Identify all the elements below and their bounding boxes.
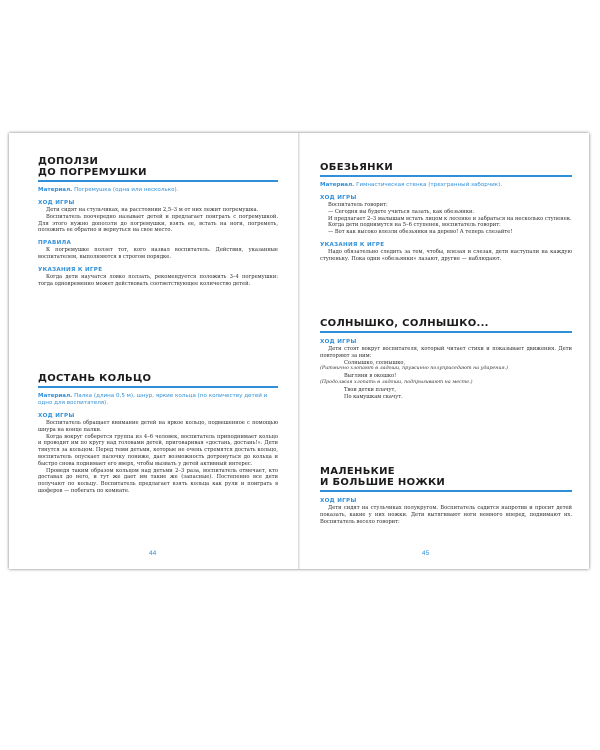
paragraph: Дети сидят на стульчиках, на расстоянии 2,5–3 м от них лежит погремушка. bbox=[46, 207, 259, 213]
material-line: Материал. Палка (длина 0,5 м), шнур, яркие кольца (по количеству детей и одно для воспитателя). bbox=[38, 393, 268, 406]
section-title: СОЛНЫШКО, СОЛНЫШКО... bbox=[320, 318, 489, 329]
paragraph: Воспитатель поочередно называет детей и предлагает поиграть с погремушкой. Для этого нужно доползти до погремушки, взять ее, встать на ноги, погреметь, положить ее обратно и вернуться на свое место. bbox=[38, 213, 278, 234]
book-spread bbox=[9, 133, 589, 569]
game-section-obezyanki bbox=[320, 162, 572, 263]
subheading-hod: ХОД ИГРЫ bbox=[38, 413, 75, 419]
game-section-nozhki bbox=[320, 466, 572, 525]
paragraph: Проведя таким образом кольцом над детьми 2–3 раза, воспитатель отмечает, кто доставал до него, и тут же дает им такие же (запасные). Постепенно все дети получают по кольцу. Воспитатель предлагает взять кольца как рули и поиграть в шоферов — побегать по комнате. bbox=[38, 467, 278, 494]
section-title-rule bbox=[320, 331, 572, 333]
material-line: Материал. Гимнастическая стенка (трехгранный заборчик). bbox=[320, 182, 503, 188]
paragraph: Дети стоят вокруг воспитателя, который читает стихи и показывает движения. Дети повторяют за ним: bbox=[320, 346, 572, 359]
subheading-rules: ПРАВИЛА bbox=[38, 240, 72, 247]
poem-line: Выгляни в окошко! bbox=[344, 373, 397, 380]
subheading-instructions: УКАЗАНИЯ К ИГРЕ bbox=[38, 266, 103, 273]
paragraph: Дети сидят на стульчиках полукругом. Воспитатель садится напротив и просит детей показать, какие у них ножки. Дети вытягивают ноги немного вперед, поднимают их. Воспитатель весело говорит: bbox=[320, 505, 572, 525]
section-title: МАЛЕНЬКИЕ И БОЛЬШИЕ НОЖКИ bbox=[320, 466, 446, 488]
poem-line: Твои детки плачут, bbox=[344, 386, 396, 393]
paragraph: К погремушке ползет тот, кого назвал воспитатель. Действия, указанные воспитателем, выполняются в строгом порядке. bbox=[38, 247, 278, 260]
stage-note: (Ритмично хлопают в ладоши, пружинно полуприседают на ударения.) bbox=[320, 366, 509, 372]
paragraph: — Сегодня вы будете учиться лазать, как обезьянки. bbox=[328, 208, 475, 215]
material-line: Материал. Погремушка (одна или несколько). bbox=[38, 187, 179, 193]
section-title: ДОСТАНЬ КОЛЬЦО bbox=[38, 373, 152, 384]
subheading-hod: ХОД ИГРЫ bbox=[320, 195, 357, 201]
paragraph: Надо обязательно следить за тем, чтобы, влезая и слезая, дети наступали на каждую ступеньку. Пока одни «обезьянки» лазают, другие — наблюдают. bbox=[320, 248, 572, 262]
subheading-instructions: УКАЗАНИЯ К ИГРЕ bbox=[320, 241, 385, 248]
paragraph: И предлагает 2–3 малышам встать лицом к лесенке и забраться на несколько ступенек. bbox=[328, 215, 572, 222]
paragraph: Когда дети научатся ловко ползать, рекомендуется положить 3–4 погремушки: тогда одновременно может действовать соответствующее количество детей. bbox=[38, 273, 278, 287]
paragraph: — Вот как высоко влезли обезьянки на дерево! А теперь слезайте! bbox=[328, 229, 513, 236]
game-section-solnyshko bbox=[320, 318, 572, 400]
stage-note: (Продолжая хлопать в ладоши, подпрыгивают на месте.) bbox=[320, 379, 473, 385]
section-title: ОБЕЗЬЯНКИ bbox=[320, 162, 393, 173]
paragraph: Когда вокруг соберется группа из 4–6 человек, воспитатель приподнимает кольцо и проводит им по кругу над головами детей, приговаривая «достань, достань!». Дети тянутся за кольцом. Перед теми детьми, которые не очень стремятся достать кольцо, воспитатель опускает палочку пониже, дает возможность дотронуться до кольца и быстро снова поднимает его вверх, чтобы вызвать у детей активный интерес. bbox=[38, 433, 278, 467]
right-page bbox=[300, 133, 589, 569]
section-title-rule bbox=[38, 180, 278, 182]
subheading-hod: ХОД ИГРЫ bbox=[320, 498, 357, 504]
paragraph: Когда дети поднимутся на 5–6 ступенек, воспитатель говорит: bbox=[328, 222, 501, 229]
poem-line: По камушкам скачут. bbox=[344, 393, 403, 400]
paragraph: Воспитатель говорит: bbox=[328, 202, 388, 208]
page-number: 44 bbox=[149, 550, 157, 557]
page-number: 45 bbox=[422, 550, 430, 557]
section-title-rule bbox=[320, 175, 572, 177]
poem-line: Солнышко, солнышко, bbox=[344, 359, 406, 366]
subheading-hod: ХОД ИГРЫ bbox=[320, 339, 357, 345]
left-page bbox=[9, 133, 298, 569]
paragraph: Воспитатель обращает внимание детей на яркое кольцо, подвешенное с помощью шнура на конце палки. bbox=[38, 420, 278, 433]
section-title: ДОПОЛЗИ ДО ПОГРЕМУШКИ bbox=[38, 156, 147, 178]
game-section-dopolzi bbox=[38, 156, 278, 287]
section-title-rule bbox=[38, 386, 278, 388]
subheading-hod: ХОД ИГРЫ bbox=[38, 200, 75, 206]
section-title-rule bbox=[320, 490, 572, 492]
game-section-kolco bbox=[38, 373, 278, 495]
